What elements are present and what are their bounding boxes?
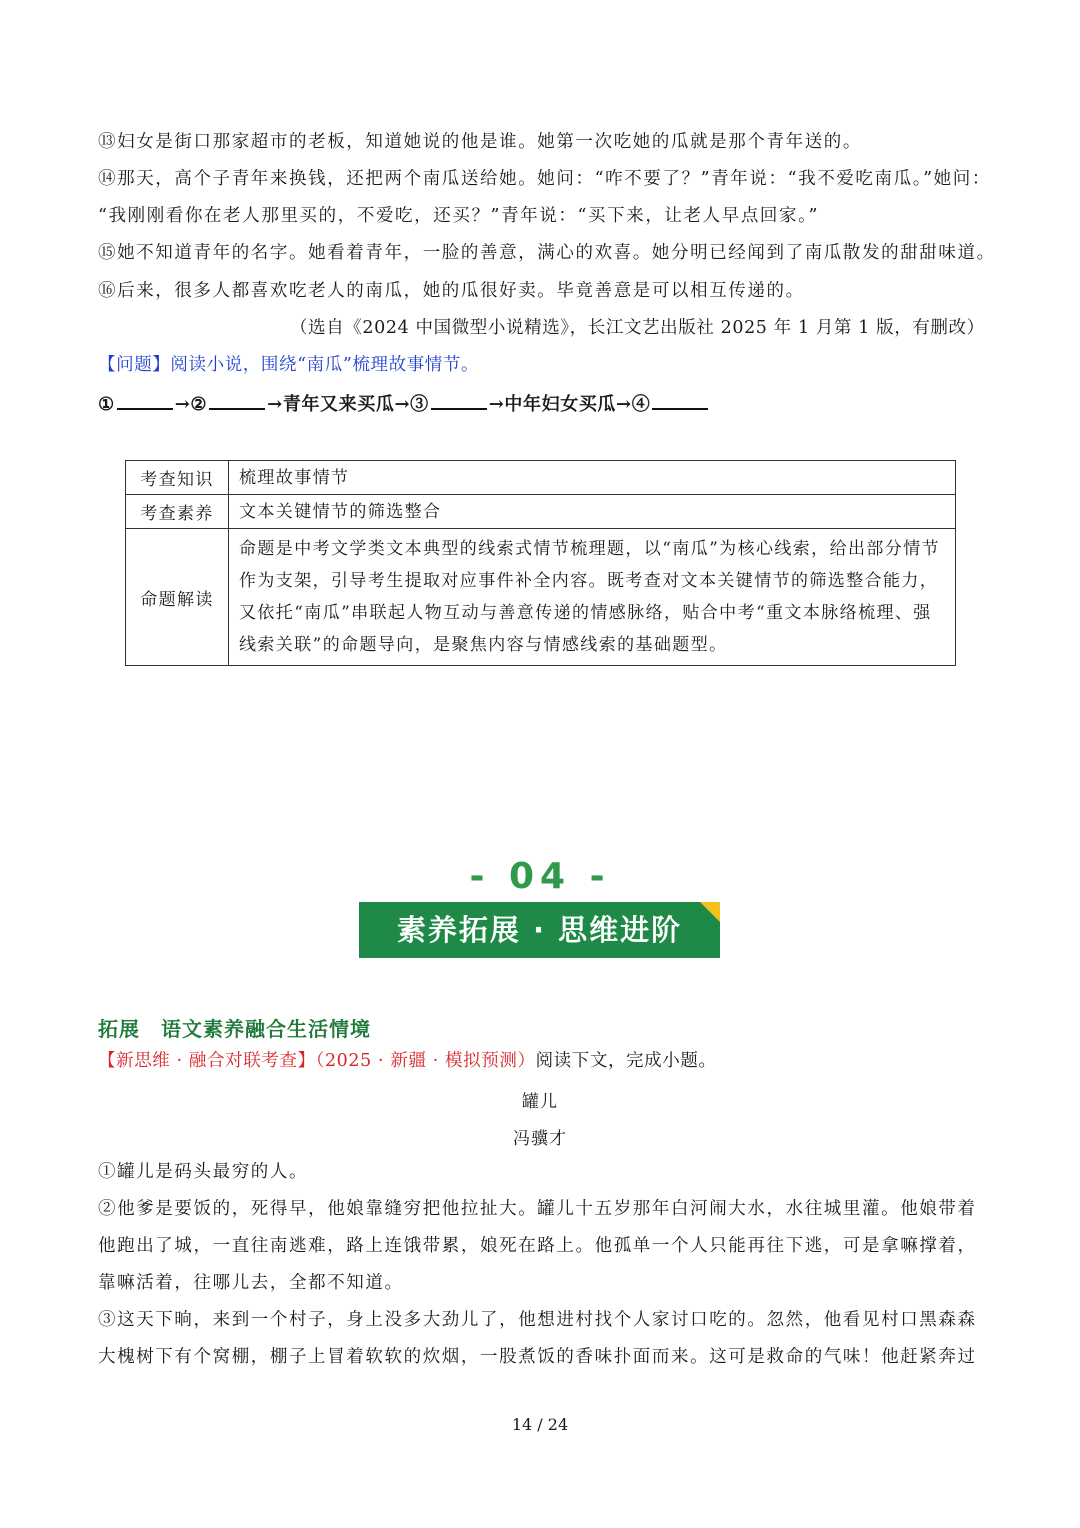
table-key: 命题解读 — [126, 529, 229, 666]
flow-step-2: →② — [174, 394, 208, 415]
ext-paragraph-2-end: 靠嘛活着，往哪儿去，全都不知道。 — [98, 1273, 404, 1293]
flow-step-1: ① — [98, 394, 115, 415]
analysis-table — [125, 460, 956, 666]
table-value: 命题是中考文学类文本典型的线索式情节梳理题，以“南瓜”为核心线索，给出部分情节作为支架，引导考生提取对应事件补全内容。既考查对文本关键情节的筛选整合能力，又依托“南瓜”串联起人物互动与善意传递的情感脉络，贴合中考“重文本脉络梳理、强线索关联”的命题导向，是聚焦内容与情感线索的基础题型。 — [229, 529, 956, 666]
extension-source: （2025 · 新疆 · 模拟预测） — [315, 1051, 536, 1071]
blank-1[interactable] — [117, 390, 173, 410]
question-tag: 【问题】 — [98, 355, 171, 375]
source-citation: （选自《2024 中国微型小说精选》，长江文艺出版社 2025 年 1 月第 1 版，有删改） — [290, 318, 985, 338]
table-key: 考查知识 — [126, 461, 229, 495]
banner-corner-decoration — [700, 902, 720, 922]
section-number: - 04 - — [469, 856, 611, 897]
story-author: 冯骥才 — [513, 1129, 567, 1149]
story-paragraph-14-cont: “我刚刚看你在老人那里买的，不爱吃，还买？”青年说：“买下来，让老人早点回家。” — [98, 206, 820, 226]
story-paragraph-15: ⑮她不知道青年的名字。她看着青年，一脸的善意，满心的欢喜。她分明已经闻到了南瓜散发的甜甜味道。 — [98, 243, 996, 263]
flow-step-4: →中年妇女买瓜→④ — [488, 394, 651, 415]
ext-paragraph-2: ②他爹是要饭的，死得早，他娘靠缝穷把他拉扯大。罐儿十五岁那年白河闹大水，水往城里灌。他娘带着 — [98, 1199, 977, 1219]
section-banner — [359, 902, 720, 958]
extension-instruction: 阅读下文，完成小题。 — [535, 1051, 717, 1071]
ext-paragraph-3: ③这天下晌，来到一个村子，身上没多大劲儿了，他想进村找个人家讨口吃的。忽然，他看见村口黑森森 — [98, 1310, 977, 1330]
page-number: 14 / 24 — [511, 1415, 569, 1434]
table-value: 文本关键情节的筛选整合 — [229, 495, 956, 529]
story-paragraph-16: ⑯后来，很多人都喜欢吃老人的南瓜，她的瓜很好卖。毕竟善意是可以相互传递的。 — [98, 281, 805, 301]
plot-flow — [98, 390, 710, 417]
blank-2[interactable] — [209, 390, 265, 410]
table-row — [126, 461, 956, 495]
question-line — [98, 353, 479, 377]
extension-heading: 拓展 语文素养融合生活情境 — [98, 1017, 371, 1041]
story-paragraph-13: ⑬妇女是街口那家超市的老板，知道她说的他是谁。她第一次吃她的瓜就是那个青年送的。 — [98, 132, 862, 152]
section-title: 素养拓展 · 思维进阶 — [396, 913, 683, 947]
blank-3[interactable] — [431, 390, 487, 410]
ext-paragraph-2-cont: 他跑出了城，一直往南逃难，路上连饿带累，娘死在路上。他孤单一个人只能再往下逃，可是拿嘛撑着， — [98, 1236, 977, 1256]
story-title: 罐儿 — [522, 1092, 558, 1112]
story-paragraph-14: ⑭那天，高个子青年来换钱，还把两个南瓜送给她。她问：“咋不要了？”青年说：“我不爱吃南瓜。”她问： — [98, 169, 991, 189]
table-row — [126, 529, 956, 666]
question-text: 阅读小说，围绕“南瓜”梳理故事情节。 — [170, 355, 480, 375]
table-value: 梳理故事情节 — [229, 461, 956, 495]
extension-tag: 【新思维 · 融合对联考查】 — [98, 1051, 316, 1071]
table-row — [126, 495, 956, 529]
table-key: 考查素养 — [126, 495, 229, 529]
flow-step-3: →青年又来买瓜→③ — [267, 394, 429, 415]
ext-paragraph-3-cont: 大槐树下有个窝棚，棚子上冒着软软的炊烟，一股煮饭的香味扑面而来。这可是救命的气味！他赶紧奔过 — [98, 1347, 977, 1367]
extension-intro — [98, 1049, 717, 1073]
ext-paragraph-1: ①罐儿是码头最穷的人。 — [98, 1162, 309, 1182]
blank-4[interactable] — [652, 390, 708, 410]
